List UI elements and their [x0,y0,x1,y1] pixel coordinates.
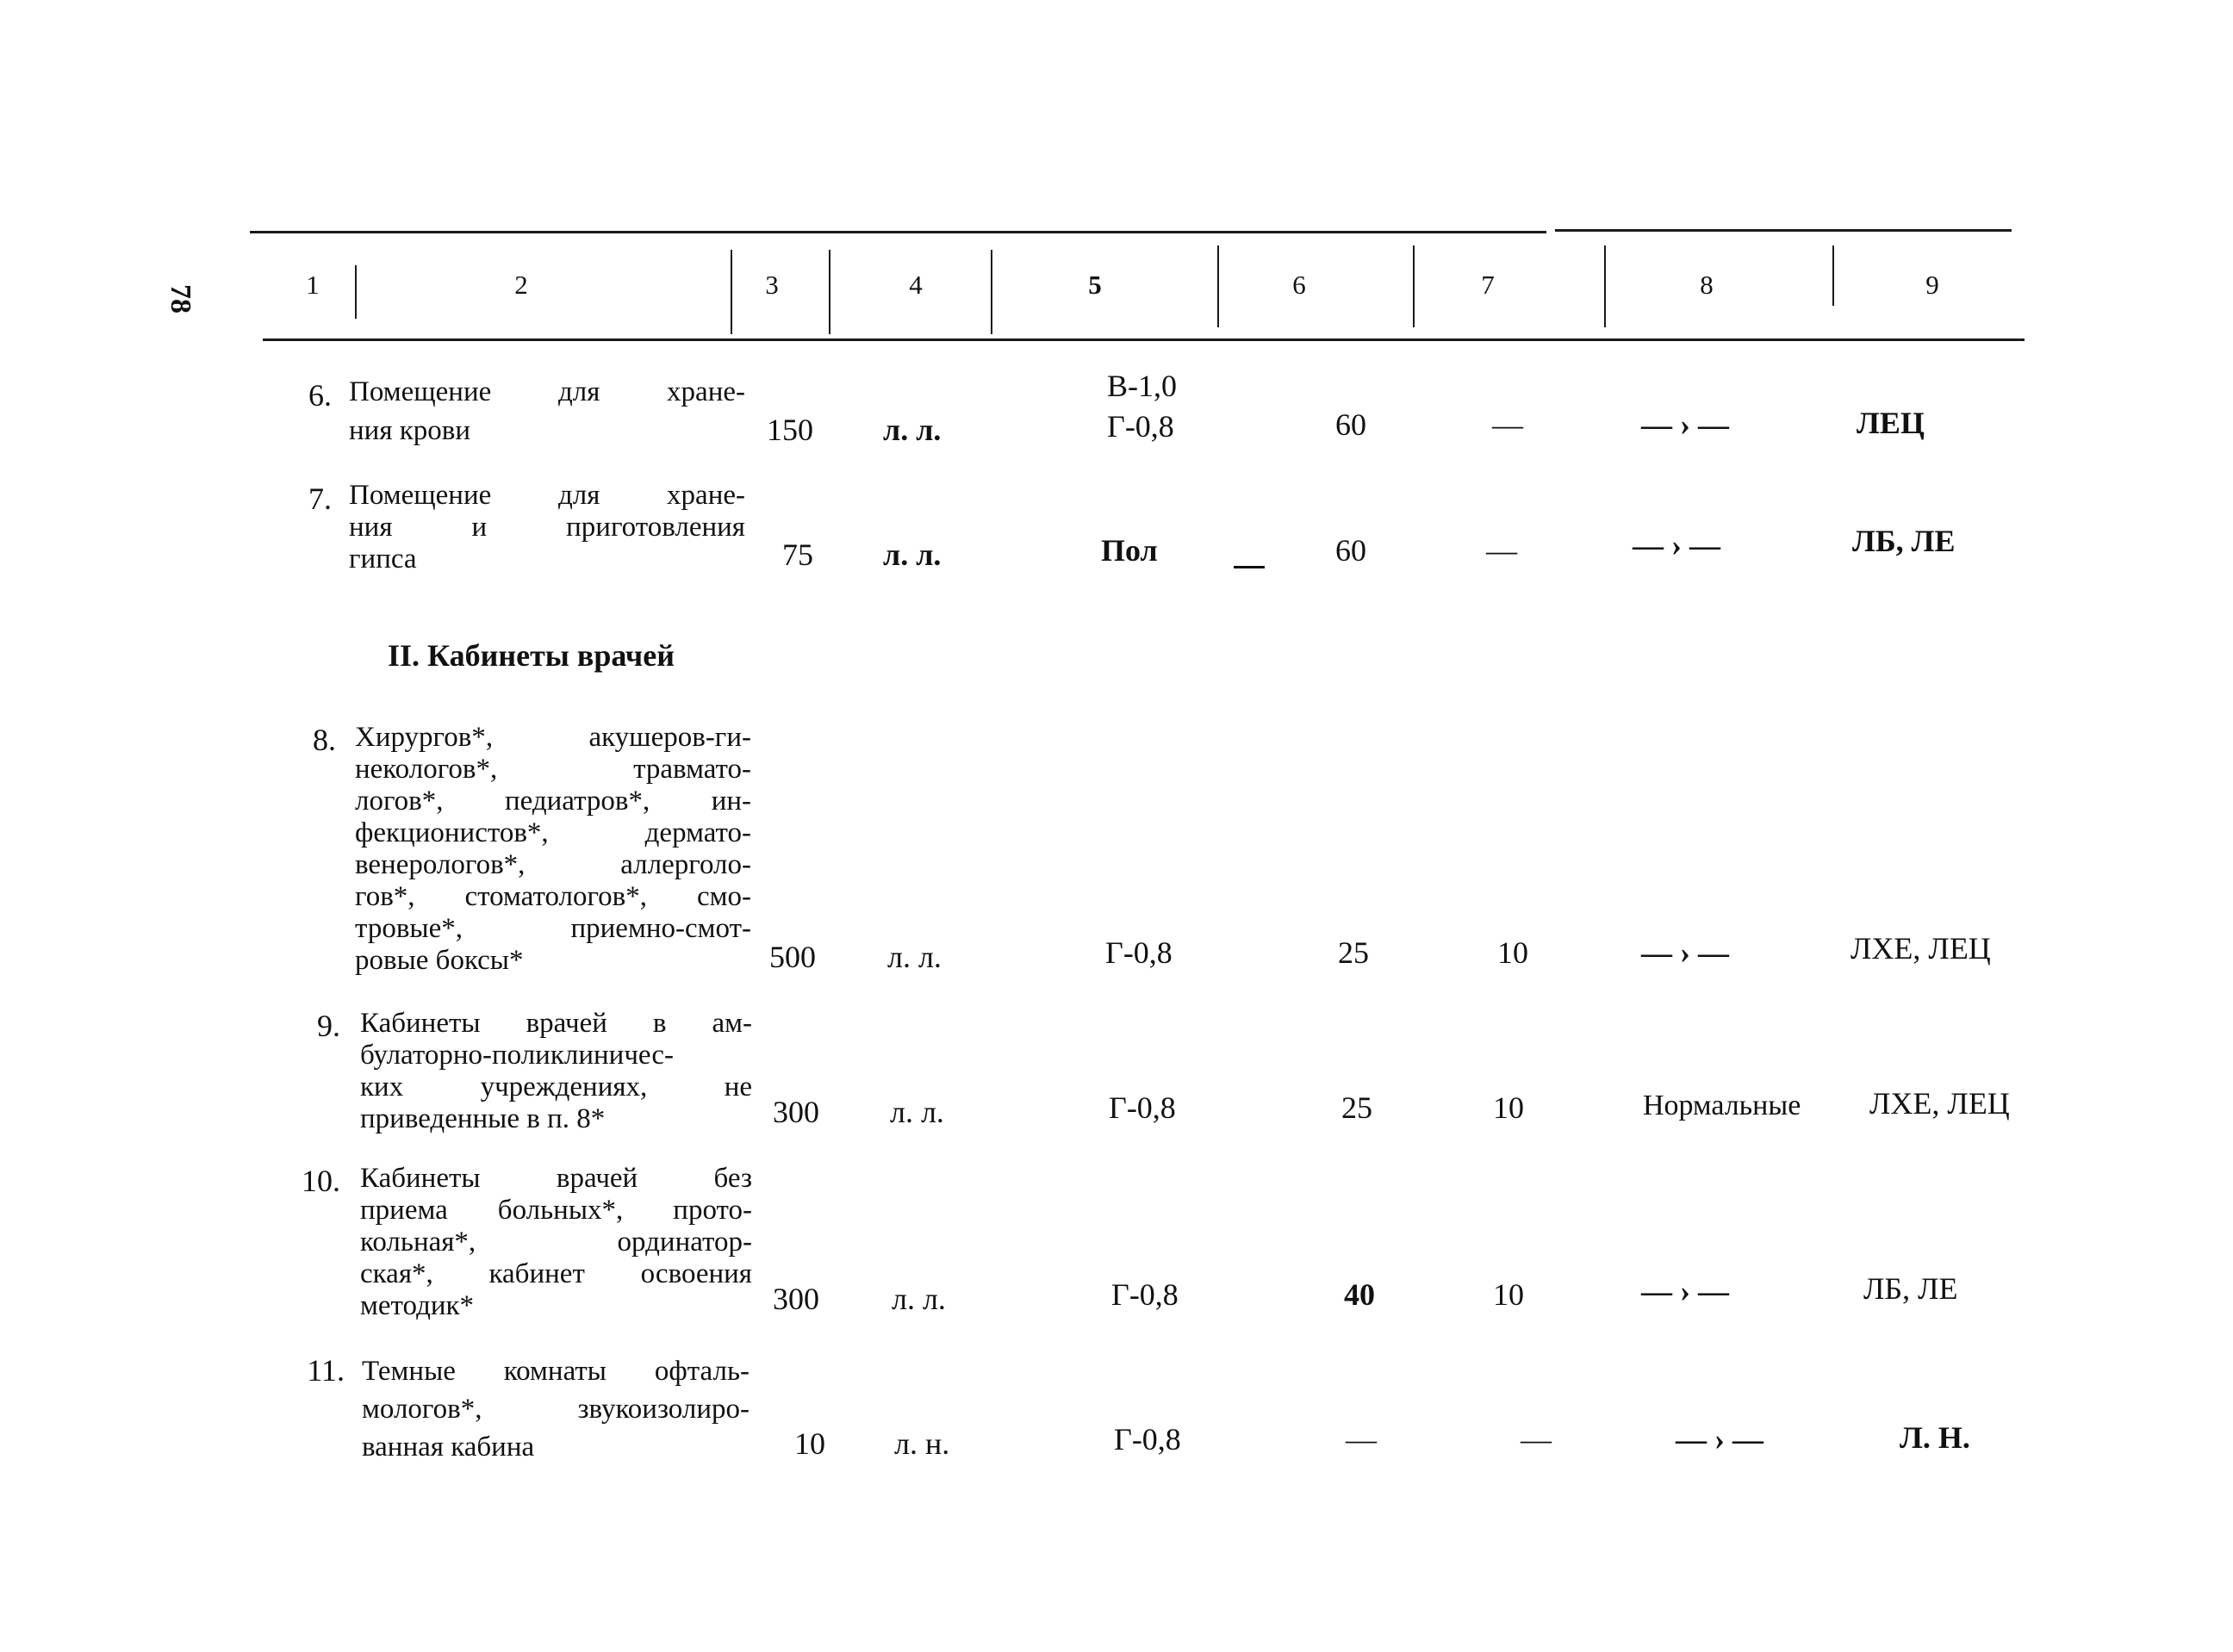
row-lamp-type: л. л. [887,940,942,974]
row-plane: Г-0,8 [1114,1422,1181,1456]
row-col6: 60 [1335,407,1366,442]
row-description: Помещение для хране- ния крови [349,376,745,446]
row-col8: — › — [1676,1422,1763,1456]
row-plane: Г-0,8 [1111,1277,1179,1312]
col-divider [731,250,732,334]
row-illuminance: 10 [794,1426,825,1461]
row-col6: 40 [1344,1277,1375,1312]
row-description: Кабинеты врачей без приема больных*, прото- кольная*, ординатор- ская*, кабинет освоения методик* [360,1163,752,1321]
col-divider [1413,245,1415,327]
header-col-5: 5 [1088,270,1102,300]
header-col-7: 7 [1481,270,1495,300]
row-col8: Нормальные [1643,1090,1801,1121]
row-description: Помещение для хране- ния и приготовления гипса [349,480,745,574]
row-illuminance: 150 [767,413,813,447]
col-divider [991,250,992,334]
row-illuminance: 300 [773,1095,819,1129]
row-illuminance: 75 [782,537,813,572]
row-number: 9. [317,1009,340,1043]
row-col6: 25 [1338,935,1369,970]
row-col9: ЛХЕ, ЛЕЦ [1850,931,1991,966]
col-divider [1832,245,1834,306]
row-number: 10. [302,1164,340,1198]
col-divider [1604,245,1606,327]
row-col7: — [1492,407,1523,442]
header-top-rule [250,231,1546,233]
header-col-3: 3 [765,270,779,300]
row-col6: 25 [1341,1090,1372,1125]
row-col8: — › — [1641,935,1729,970]
header-col-8: 8 [1700,270,1714,300]
header-bottom-rule [263,338,2025,341]
row-lamp-type: л. н. [894,1426,950,1461]
row-illuminance: 500 [769,940,816,974]
row-number: 6. [308,378,332,413]
header-col-9: 9 [1925,270,1939,300]
row-number: 11. [307,1353,345,1388]
row-description: Кабинеты врачей в ам- булаторно-поликлиничес- ких учреждениях, не приведенные в п. 8* [360,1008,752,1134]
header-col-6: 6 [1292,270,1306,300]
row-col7: — [1486,533,1517,568]
row-col9: Л. Н. [1900,1420,1970,1455]
row-lamp-type: л. л. [883,537,942,572]
row-col7: 10 [1493,1277,1524,1312]
row-plane: В-1,0 Г-0,8 [1107,369,1177,444]
row-description: Хирургов*, акушеров-ги- некологов*, травмато- логов*, педиатров*, ин- фекционистов*, дермато- венерологов*, аллерголо- гов*, стоматологов*, смо- тровые*, приемно-смот- ровые боксы* [355,722,751,976]
row-col6: — [1346,1422,1377,1456]
row-plane: Г-0,8 [1105,935,1172,970]
row-plane: Пол [1101,533,1158,568]
row-col7: 10 [1493,1090,1524,1125]
header-col-1: 1 [306,270,320,300]
row-col9: ЛХЕ, ЛЕЦ [1869,1086,2010,1121]
header-col-4: 4 [909,270,923,300]
row-col7: 10 [1497,935,1528,970]
row-description: Темные комнаты офталь- мологов*, звукоизолиро- ванная кабина [362,1356,750,1463]
row-number: 8. [313,723,336,757]
col-divider [355,265,357,319]
header-top-rule-right [1555,229,2012,232]
row-col9: ЛЕЦ [1857,406,1925,440]
dash-mark [1234,566,1265,568]
section-title: II. Кабинеты врачей [388,638,675,673]
row-col8: — › — [1641,1274,1729,1308]
row-col8: — › — [1633,528,1720,562]
col-divider [829,250,830,334]
row-lamp-type: л. л. [890,1095,944,1129]
row-col6: 60 [1335,533,1366,568]
page-number: 78 [165,284,196,314]
row-col9: ЛБ, ЛЕ [1852,524,1956,558]
row-col7: — [1521,1422,1552,1456]
row-number: 7. [308,481,332,516]
row-col8: — › — [1641,407,1729,442]
row-lamp-type: л. л. [892,1282,946,1316]
row-lamp-type: л. л. [883,413,942,447]
row-plane: Г-0,8 [1109,1090,1176,1125]
col-divider [1217,245,1219,327]
row-illuminance: 300 [773,1282,819,1316]
row-col9: ЛБ, ЛЕ [1863,1271,1958,1306]
header-col-2: 2 [514,270,528,300]
